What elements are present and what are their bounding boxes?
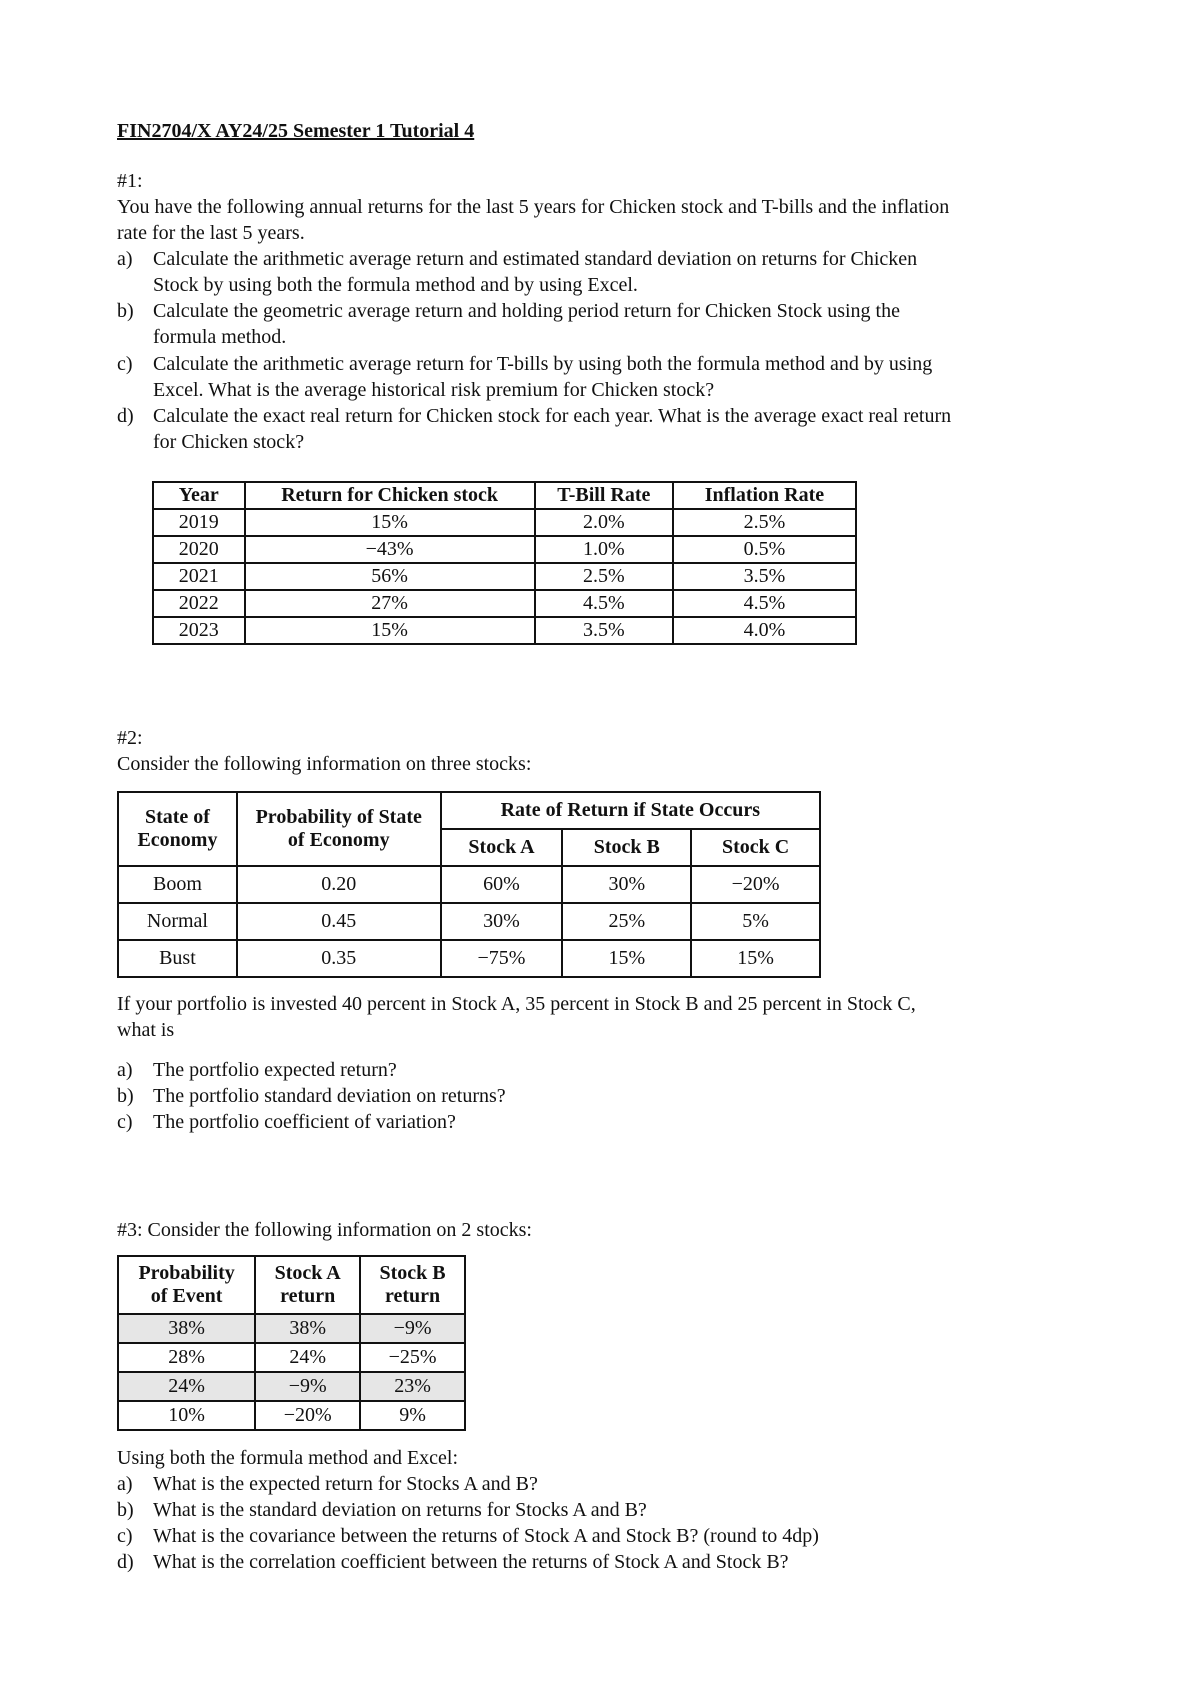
table-row [118,903,820,940]
table-header: Stock C [691,829,820,866]
table-cell: −75% [441,940,563,977]
header-line: of Event [150,1285,223,1307]
table-header: T-Bill Rate [535,482,673,509]
table-cell: −43% [245,536,535,563]
table-cell: 27% [245,590,535,617]
table-cell: 2019 [153,509,245,536]
table-header: Rate of Return if State Occurs [441,792,820,829]
table-row [118,1314,465,1343]
part-text: What is the expected return for Stocks A and B? [153,1473,538,1495]
q3-heading: #3: Consider the following information on 2 stocks: [117,1219,532,1241]
table-cell: 10% [118,1401,255,1430]
q3-intro: Using both the formula method and Excel: [117,1447,459,1469]
table-header: Return for Chicken stock [245,482,535,509]
part-text: Stock by using both the formula method and by using Excel. [153,274,638,296]
header-line: return [384,1285,441,1307]
table-row [118,866,820,903]
part-label: a) [117,248,133,270]
table-cell: 30% [441,903,563,940]
table-cell: 2023 [153,617,245,644]
part-label: c) [117,1111,133,1133]
table-cell: 2021 [153,563,245,590]
table-cell: 38% [118,1314,255,1343]
table-cell: 30% [562,866,691,903]
table-cell: 4.0% [673,617,856,644]
table-header: Stock A [441,829,563,866]
q1-heading: #1: [117,170,143,192]
table-cell: 5% [691,903,820,940]
table-cell: 25% [562,903,691,940]
table-header [360,1256,465,1314]
table-cell: Normal [118,903,237,940]
table-cell: 0.35 [237,940,441,977]
table-cell: 2022 [153,590,245,617]
table-cell: −9% [360,1314,465,1343]
table-header [118,1256,255,1314]
header-line: return [280,1285,336,1307]
part-text: What is the covariance between the returns of Stock A and Stock B? (round to 4dp) [153,1525,819,1547]
part-text: The portfolio expected return? [153,1059,397,1081]
table-header: Inflation Rate [673,482,856,509]
header-line: Stock A [274,1262,341,1284]
table-cell: Boom [118,866,237,903]
table-cell: 2.5% [673,509,856,536]
part-label: b) [117,300,134,322]
table-cell: 3.5% [673,563,856,590]
table-cell: 2020 [153,536,245,563]
part-label: d) [117,405,134,427]
part-label: c) [117,353,133,375]
table-row [118,1372,465,1401]
q2-question-line: If your portfolio is invested 40 percent in Stock A, 35 percent in Stock B and 25 percent in Stock C, [117,993,916,1015]
header-line: State of [144,806,210,828]
document-title: FIN2704/X AY24/25 Semester 1 Tutorial 4 [117,120,475,142]
table-cell: 15% [245,509,535,536]
table-row [118,940,820,977]
part-text: Excel. What is the average historical risk premium for Chicken stock? [153,379,715,401]
part-text: Calculate the arithmetic average return and estimated standard deviation on returns for Chicken [153,248,918,270]
part-label: a) [117,1473,133,1495]
table-cell: 4.5% [535,590,673,617]
table-cell: 9% [360,1401,465,1430]
table-cell: 60% [441,866,563,903]
part-label: a) [117,1059,133,1081]
part-text: Calculate the arithmetic average return for T-bills by using both the formula method and by using [153,353,933,375]
table-cell: 15% [562,940,691,977]
header-line: Probability [138,1262,235,1284]
part-text: The portfolio coefficient of variation? [153,1111,456,1133]
table-cell: −20% [691,866,820,903]
table-cell: 28% [118,1343,255,1372]
part-text: What is the correlation coefficient between the returns of Stock A and Stock B? [153,1551,789,1573]
table-header [237,792,441,866]
part-label: b) [117,1499,134,1521]
part-label: d) [117,1551,134,1573]
part-label: c) [117,1525,133,1547]
table-cell: 23% [360,1372,465,1401]
table-cell: 56% [245,563,535,590]
q1-intro-line: rate for the last 5 years. [117,222,305,244]
table-cell: −9% [255,1372,360,1401]
part-label: b) [117,1085,134,1107]
header-line: of Economy [287,829,390,851]
q2-question-line: what is [117,1019,175,1041]
table-cell: 2.5% [535,563,673,590]
table-cell: 1.0% [535,536,673,563]
header-line: Stock B [379,1262,446,1284]
part-text: The portfolio standard deviation on returns? [153,1085,506,1107]
q2-states-table [117,791,821,978]
table-cell: 3.5% [535,617,673,644]
table-cell: −20% [255,1401,360,1430]
q1-returns-table [152,481,857,645]
table-row [153,590,856,617]
part-text: What is the standard deviation on returns for Stocks A and B? [153,1499,647,1521]
table-cell: Bust [118,940,237,977]
table-row [153,617,856,644]
table-cell: 4.5% [673,590,856,617]
table-cell: 38% [255,1314,360,1343]
part-text: formula method. [153,326,287,348]
q3-events-table [117,1255,466,1431]
part-text: Calculate the exact real return for Chicken stock for each year. What is the average exact real return [153,405,952,427]
q1-intro-line: You have the following annual returns for the last 5 years for Chicken stock and T-bills and the inflation [117,196,950,218]
table-header [255,1256,360,1314]
table-cell: 24% [255,1343,360,1372]
table-row [118,1343,465,1372]
table-row [153,509,856,536]
table-cell: 2.0% [535,509,673,536]
table-header [118,792,237,866]
table-cell: 0.5% [673,536,856,563]
table-cell: 0.20 [237,866,441,903]
table-cell: 24% [118,1372,255,1401]
part-text: for Chicken stock? [153,431,305,453]
table-cell: 0.45 [237,903,441,940]
table-cell: 15% [245,617,535,644]
q2-intro: Consider the following information on three stocks: [117,753,532,775]
table-cell: −25% [360,1343,465,1372]
table-row [153,563,856,590]
q2-heading: #2: [117,727,143,749]
table-header: Year [153,482,245,509]
table-cell: 15% [691,940,820,977]
table-header: Stock B [562,829,691,866]
part-text: Calculate the geometric average return and holding period return for Chicken Stock using the [153,300,900,322]
table-row [153,536,856,563]
table-row [118,1401,465,1430]
header-line: Economy [137,829,218,851]
header-line: Probability of State [255,806,422,828]
